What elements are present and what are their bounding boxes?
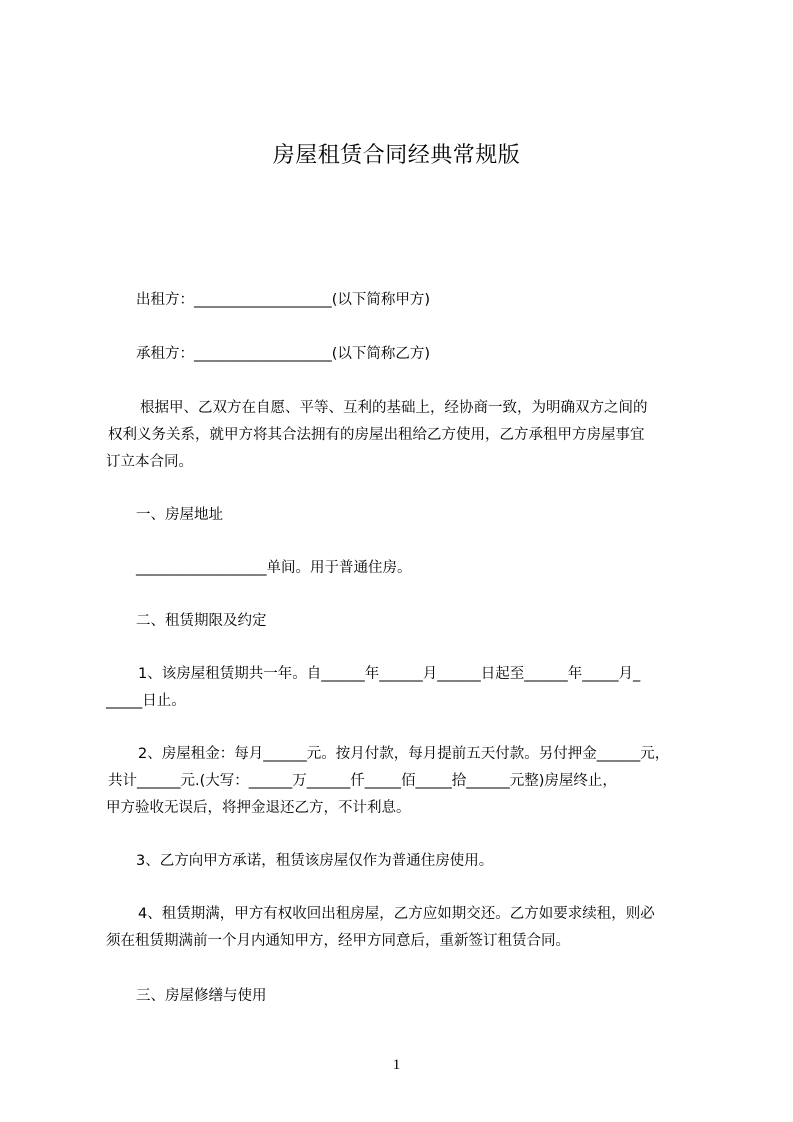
clause4-line-1: 4、租赁期满，甲方有权收回出租房屋，乙方应如期交还。乙方如要求续租，则必 xyxy=(138,906,655,922)
lessee-line: 承租方：___________________(以下简称乙方) xyxy=(136,346,431,362)
clause3-line-1: 3、乙方向甲方承诺，租赁该房屋仅作为普通住房使用。 xyxy=(136,853,494,869)
section1-content: __________________单间。用于普通住房。 xyxy=(136,560,412,576)
preamble-line-1: 根据甲、乙双方在自愿、平等、互利的基础上，经协商一致，为明确双方之间的 xyxy=(140,400,648,416)
clause4-line-2: 须在租赁期满前一个月内通知甲方，经甲方同意后，重新签订租赁合同。 xyxy=(106,933,570,949)
clause1-line-1: 1、该房屋租赁期共一年。自______年______月______日起至______年_____月_ xyxy=(138,666,641,682)
document-title: 房屋租赁合同经典常规版 xyxy=(272,143,521,168)
preamble-line-3: 订立本合同。 xyxy=(106,454,193,470)
clause2-line-2: 共计______元.(大写：______万______仟_____佰_____拾______元整)房屋终止， xyxy=(108,773,617,789)
page-number: 1 xyxy=(392,1057,401,1073)
section3-heading: 三、房屋修缮与使用 xyxy=(136,988,267,1004)
clause2-line-3: 甲方验收无误后，将押金退还乙方，不计利息。 xyxy=(106,800,411,816)
lessor-line: 出租方：___________________(以下简称甲方) xyxy=(136,292,431,308)
preamble-line-2: 权利义务关系，就甲方将其合法拥有的房屋出租给乙方使用，乙方承租甲方房屋事宜 xyxy=(108,427,645,443)
section2-heading: 二、租赁期限及约定 xyxy=(136,613,267,629)
clause2-line-1: 2、房屋租金：每月______元。按月付款，每月提前五天付款。另付押金______元， xyxy=(138,746,670,762)
clause1-line-2: _____日止。 xyxy=(106,693,186,709)
section1-heading: 一、房屋地址 xyxy=(136,507,223,523)
